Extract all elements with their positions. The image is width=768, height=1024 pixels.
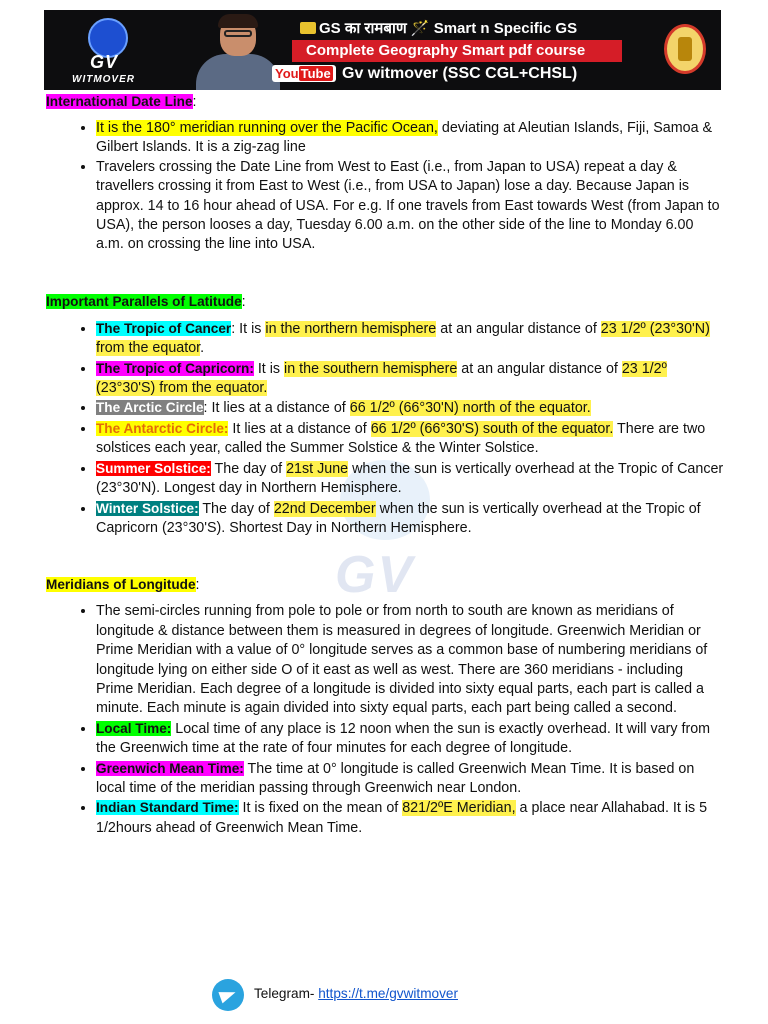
youtube-logo: You Tube xyxy=(272,65,336,82)
presenter-photo xyxy=(194,14,282,90)
banner-course-title: Complete Geography Smart pdf course xyxy=(292,40,622,62)
document-body xyxy=(46,92,724,838)
idl-list xyxy=(46,119,724,255)
list-item: • The semi-circles running from pole to pole or from north to south are known as meridians of longitude & distance between them is measured in degrees of longitude. Greenwich Meridian or Prime Meridian with a value of 0° longitude serves as a common base of numbering meridians of longitude lying on either side O of it east as well as west. There are 360 meridians - including Prime Meridian. Each degree of a longitude is divided into sixty equal parts, each part is called a minute. Each minute is again divided into sixty equal parts, each part being called a second. xyxy=(96,602,724,718)
footer xyxy=(212,978,512,1012)
header-banner xyxy=(44,10,721,90)
list-item: • Greenwich Mean Time: The time at 0° longitude is called Greenwich Mean Time. It is based on local time of the meridian passing through Greenwich near London. xyxy=(96,759,724,799)
banner-tagline: GS का रामबाण 🪄 Smart n Specific GS xyxy=(300,18,577,38)
footer-text: Telegram- https://t.me/gvwitmover xyxy=(254,986,458,1001)
list-item: • Summer Solstice: The day of 21st June when the sun is vertically overhead at the Tropic of Cancer (23°30'N). Longest day in Northern Hemisphere. xyxy=(96,459,724,499)
list-item: • Winter Solstice: The day of 22nd December when the sun is vertically overhead at the Tropic of Capricorn (23°30'S). Shortest Day in Northern Hemisphere. xyxy=(96,499,724,539)
list-item: • It is the 180° meridian running over the Pacific Ocean, deviating at Aleutian Islands, Fiji, Samoa & Gilbert Islands. It is a zig-zag line xyxy=(96,119,724,158)
logo-subtext: WITMOVER xyxy=(72,74,135,85)
list-item: • The Arctic Circle: It lies at a distance of 66 1/2º (66°30'N) north of the equator. xyxy=(96,398,724,418)
telegram-icon[interactable] xyxy=(212,979,244,1011)
list-item: • The Tropic of Capricorn: It is in the southern hemisphere at an angular distance of 23 1/2º (23°30'S) from the equator. xyxy=(96,359,724,399)
parallels-list xyxy=(46,319,724,538)
list-item: • Indian Standard Time: It is fixed on the mean of 821/2ºE Meridian, a place near Allahabad. It is 5 1/2hours ahead of Greenwich Mean Time. xyxy=(96,798,724,838)
banner-channel: Gv witmover (SSC CGL+CHSL) xyxy=(342,65,578,82)
meridians-list xyxy=(46,602,724,838)
book-icon xyxy=(300,22,316,34)
list-item: • Local Time: Local time of any place is 12 noon when the sun is exactly overhead. It will vary from the Greenwich time at the rate of four minutes for each degree of longitude. xyxy=(96,719,724,759)
ssc-emblem-icon xyxy=(664,24,706,74)
list-item: • Travelers crossing the Date Line from West to East (i.e., from Japan to USA) repeat a day & travellers crossing it from East to West (i.e., from USA to Japan) lose a day. Because Japan is approx. 14 to 16 hour ahead of USA. For e.g. If one travels from East towards West (from Japan to USA), the person looses a day, Tuesday 6.00 a.m. on the other side of the line to Monday 6.00 a.m. on crossing the line into USA. xyxy=(96,158,724,255)
telegram-link[interactable]: https://t.me/gvwitmover xyxy=(318,986,458,1001)
list-item: • The Tropic of Cancer: It is in the northern hemisphere at an angular distance of 23 1/2º (23°30'N) from the equator. xyxy=(96,319,724,359)
watermark: GV xyxy=(335,546,415,604)
section-heading-parallels: Important Parallels of Latitude: xyxy=(46,293,246,310)
section-heading-meridians: Meridians of Longitude: xyxy=(46,577,200,594)
gv-logo xyxy=(56,16,152,86)
logo-text: GV xyxy=(90,52,119,72)
list-item: • The Antarctic Circle: It lies at a distance of 66 1/2º (66°30'S) south of the equator. There are two solstices each year, called the Summer Solstice & the Winter Solstice. xyxy=(96,419,724,459)
section-heading-idl: International Date Line: xyxy=(46,94,197,110)
